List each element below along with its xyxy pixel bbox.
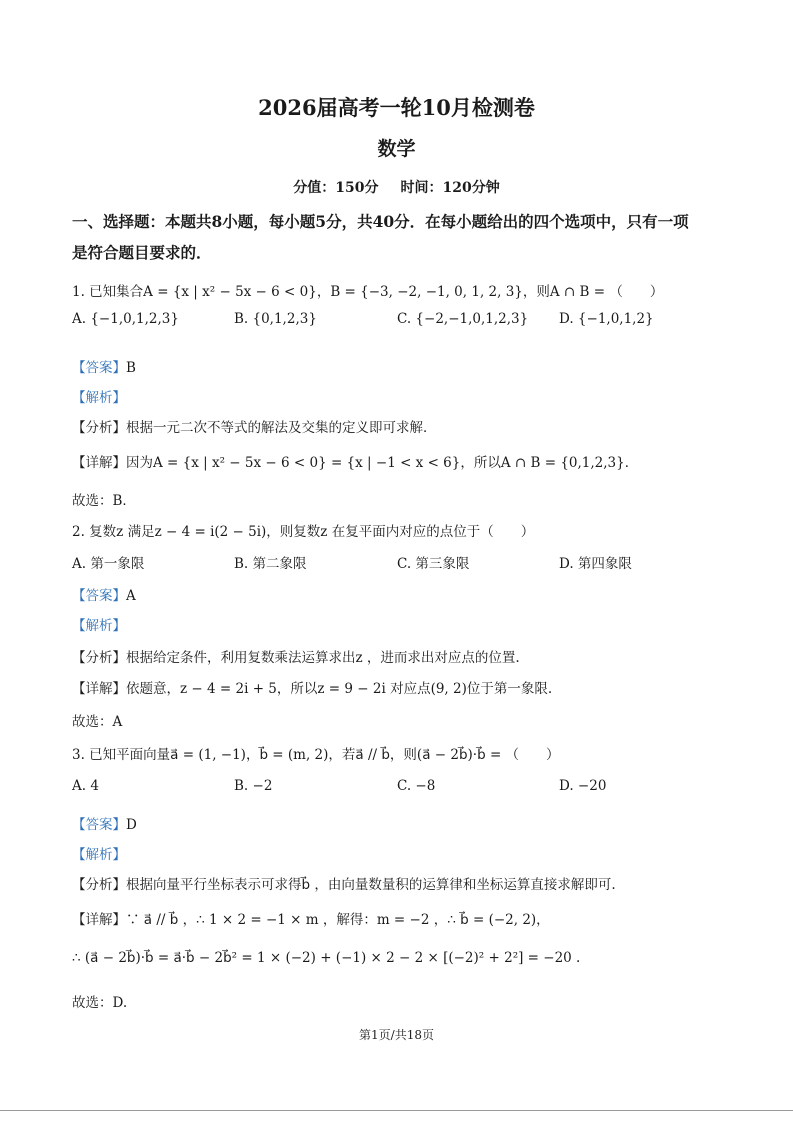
fenxi-label: 【分析】 <box>72 877 126 893</box>
q1-stem: 1. 已知集合A = {x | x² − 5x − 6 < 0}，B = {−3, −2, −1, 0, 1, 2, 3}，则A ∩ B = （ ） <box>72 284 664 300</box>
q3-answer-value: D <box>126 817 137 833</box>
detail-label: 【详解】 <box>72 912 126 928</box>
q3-option-c: C. −8 <box>397 778 436 794</box>
q2-fenxi <box>72 646 520 666</box>
q3-answer <box>72 813 137 833</box>
q3-option-b: B. −2 <box>234 778 273 794</box>
q2-fenxi-text: 根据给定条件，利用复数乘法运算求出z ，进而求出对应点的位置. <box>126 650 520 666</box>
q3-option-a: A. 4 <box>72 778 99 794</box>
q3-detail-line2: ∴ (a⃗ − 2b⃗)·b⃗ = a⃗·b⃗ − 2b⃗² = 1 × (−2) + (−1) × 2 − 2 × [(−2)² + 2²] = −20 . <box>72 950 581 966</box>
analysis-label: 【解析】 <box>72 618 126 634</box>
page-footer: 第1页/共18页 <box>359 1028 434 1042</box>
q2-option-b: B. 第二象限 <box>234 556 307 572</box>
q1-detail-text: 因为A = {x | x² − 5x − 6 < 0} = {x | −1 < x < 6}，所以A ∩ B = {0,1,2,3}． <box>126 455 639 471</box>
q1-answer <box>72 356 136 376</box>
q1-fenxi <box>72 416 437 436</box>
score-info: 分值：150分 <box>293 180 379 196</box>
q2-detail-text: 依题意，z − 4 = 2i + 5，所以z = 9 − 2i 对应点(9, 2)位于第一象限. <box>126 681 553 697</box>
analysis-label: 【解析】 <box>72 847 126 863</box>
q2-option-d: D. 第四象限 <box>559 556 632 572</box>
q3-choose-value: D. <box>112 995 128 1011</box>
choose-label: 故选： <box>72 714 113 730</box>
q1-option-d: D. {−1,0,1,2} <box>559 311 654 327</box>
q3-detail <box>72 908 550 928</box>
q1-choose-value: B． <box>112 493 136 509</box>
answer-label: 【答案】 <box>72 817 126 833</box>
answer-label: 【答案】 <box>72 360 126 376</box>
q3-analysis-label <box>72 843 126 863</box>
q3-fenxi-text: 根据向量平行坐标表示可求得b⃗ ，由向量数量积的运算律和坐标运算直接求解即可. <box>126 877 616 893</box>
analysis-label: 【解析】 <box>72 390 126 406</box>
fenxi-label: 【分析】 <box>72 650 126 666</box>
q2-choose <box>72 710 122 730</box>
q1-answer-value: B <box>126 360 136 376</box>
q2-stem: 2. 复数z 满足z − 4 = i(2 − 5i)，则复数z 在复平面内对应的点位于（ ） <box>72 524 535 540</box>
q3-stem: 3. 已知平面向量a⃗ = (1, −1)，b⃗ = (m, 2)，若a⃗ // b⃗，则(a⃗ − 2b⃗)·b⃗ = （ ） <box>72 747 560 763</box>
exam-title: 2026届高考一轮10月检测卷 <box>258 95 535 120</box>
section-heading-line1: 一、选择题：本题共8小题，每小题5分，共40分．在每小题给出的四个选项中，只有一项 <box>72 212 689 231</box>
q2-option-c: C. 第三象限 <box>397 556 470 572</box>
detail-label: 【详解】 <box>72 681 126 697</box>
q2-option-a: A. 第一象限 <box>72 556 145 572</box>
q2-detail <box>72 677 552 697</box>
q3-detail-text: ∵ a⃗ // b⃗ ，∴ 1 × 2 = −1 × m ，解得：m = −2 ，∴ b⃗ = (−2, 2)， <box>126 912 550 928</box>
time-info: 时间：120分钟 <box>400 180 500 196</box>
q1-option-b: B. {0,1,2,3} <box>234 311 317 327</box>
q3-fenxi <box>72 873 616 893</box>
q1-detail <box>72 451 638 471</box>
q2-answer-value: A <box>126 588 136 604</box>
q2-analysis-label <box>72 614 126 634</box>
choose-label: 故选： <box>72 493 113 509</box>
choose-label: 故选： <box>72 995 113 1011</box>
page-bottom-divider <box>0 1110 793 1111</box>
q1-choose <box>72 489 136 509</box>
q1-option-c: C. {−2,−1,0,1,2,3} <box>397 311 529 327</box>
q3-option-d: D. −20 <box>559 778 607 794</box>
section-heading-line2: 是符合题目要求的． <box>72 243 212 262</box>
detail-label: 【详解】 <box>72 455 126 471</box>
q1-option-a: A. {−1,0,1,2,3} <box>72 311 179 327</box>
subject-title: 数学 <box>377 138 416 160</box>
fenxi-label: 【分析】 <box>72 420 126 436</box>
answer-label: 【答案】 <box>72 588 126 604</box>
q2-answer <box>72 584 136 604</box>
q1-fenxi-text: 根据一元二次不等式的解法及交集的定义即可求解． <box>126 420 437 436</box>
exam-meta <box>0 177 793 197</box>
q1-analysis-label <box>72 386 126 406</box>
q2-choose-value: A <box>112 714 123 730</box>
q3-choose <box>72 991 127 1011</box>
